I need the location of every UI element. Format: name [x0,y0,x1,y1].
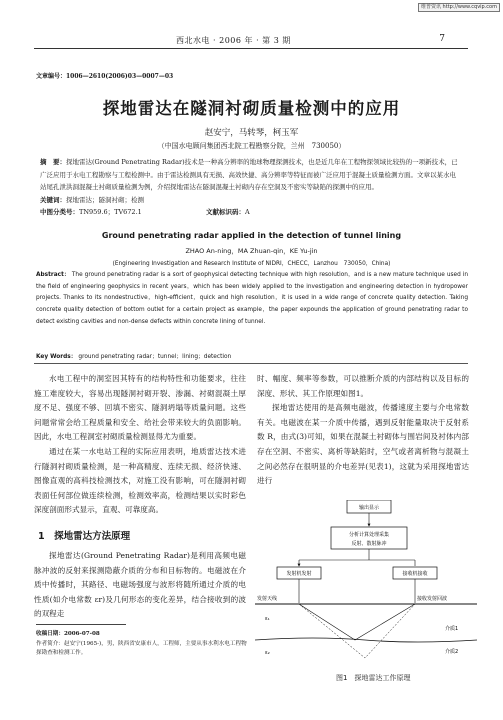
clc-label: 中图分类号： [40,208,79,217]
english-abstract-label: Abstract： [36,272,70,278]
affiliation: （中国水电顾问集团西北院工程勘察分院，兰州 730050） [157,142,346,150]
footnote-author: 作者简介：赵安宁(1965-)，男，陕西省安康市人，工程师，主要从事水利水电工程物探勘查和检测工作。 [36,640,247,656]
keywords-label: 关键词： [40,195,66,204]
doc-code: A [244,208,250,217]
transmitter-box-label: 发射机发射 [286,571,312,577]
english-keywords-row [36,351,231,360]
transmit-antenna-label: 发射天线 [257,596,278,602]
abstract-text: 探地雷达(Ground Penetrating Radar)技术是一种高分辨率的地球物理探测技术，也是近几年在工程物探领域比较热的一项新技术，已广泛应用于水电工程勘察与工程检测中。由于雷达检测具有无损、高效快捷、高分辨率等特征而被广泛应用于混凝土质量检测方面。文章以某水电站尾孔泄洪洞混凝土衬砌质量检测为例，介绍探地雷达在隧洞混凝土衬砌内存在空洞及不密实等缺陷的探测中的应用。 [40,158,458,192]
header-rule [34,48,468,49]
footnote-received: 收稿日期：2006-07-08 [36,631,100,637]
article-title: 探地雷达在隧洞衬砌质量检测中的应用 [102,99,401,118]
epsilon-1-label: ε₁ [265,616,270,622]
medium-1-label: 介质1 [445,626,459,632]
abstract-rule [34,363,468,364]
doc-code-label: 文献标识码： [205,208,245,217]
footnote-rule [36,624,126,625]
receiver-box-label: 接收机接收 [402,571,428,577]
english-affiliation: (Engineering Investigation and Research Institute of NIDRI，CHECC，Lanzhou 730050，China) [112,261,391,267]
paragraph: 水电工程中的洞室因其特有的结构特性和功能要求，往往施工难度较大，容易出现隧洞衬砌开裂、渗漏、衬砌混凝土厚度不足、强度不够、回填不密实、隧洞坍塌等质量问题。这些问题常常会给工程质量和安全、给社会带来较大的负面影响。因此，水电工程洞室衬砌质量检测显得尤为重要。 [34,374,246,442]
keywords: 探地雷达；隧洞衬砌；检测 [66,195,144,204]
left-column-principle [34,549,246,622]
keywords-row [40,194,460,207]
page-number: 7 [439,34,445,44]
analysis-box-label: 分析计算处理采集 [348,532,390,538]
right-column [257,372,469,489]
interface-line [255,638,477,642]
paragraph: 时、幅度、频率等参数，可以推断介质的内部结构以及目标的深度、形状、其工作原理如图1。 [257,374,469,398]
abstract-label: 摘 要： [40,158,66,166]
medium-2-label: 介质2 [445,649,459,655]
english-keywords: ground penetrating radar；tunnel；lining；detection [78,354,232,360]
classification-row [40,206,460,219]
chinese-abstract [40,156,460,219]
left-column-intro [34,372,246,518]
clc-code: TN959.6；TV672.1 [79,208,142,217]
output-box-label: 输出显示 [358,505,380,511]
receive-antenna-label: 接收发射回波 [417,596,448,602]
paragraph: 探地雷达使用的是高频电磁波，传播速度主要与介电常数有关。电磁波在某一介质中传播，遇到反射能量取决于反射系数 R，由式(3)可知，如果在混凝土衬砌体与围岩间及衬体内部存在空洞、不密实、离析等缺陷时，空气或者离析物与混凝土之间必然存在很明显的介电差异(见表1)，这就为采用探地雷达进行 [257,403,469,486]
source-stamp: 维普资讯 http://www.cqvip.com [418,3,500,12]
analysis-box-sublabel: 反射、散射脉冲 [351,541,387,547]
epsilon-2-label: ε₂ [265,650,270,656]
article-number: 文章编号：1006—2610(2006)03—0007—03 [36,73,174,80]
figure-caption: 图1 探地雷达工作原理 [336,674,411,682]
ray-path-deep [299,604,415,658]
paragraph: 通过在某一水电站工程的实际应用表明，地质雷达技术进行隧洞衬砌质量检测，是一种高精度、连续无损、经济快速、图像直观的高科技检测技术，对施工没有影响，可在隧洞衬砌表面任何部位做连续检测，检测效率高，检测结果以实时彩色深度剖面形式显示，直观、可靠度高。 [34,446,246,515]
english-authors: ZHAO An-ning，MA Zhuan-qin，KE Yu-jin [185,247,318,255]
ray-path [299,604,415,640]
english-abstract-text: The ground penetrating radar is a sort of geophysical detecting technique with high resolution，and is a new mature technique used in the field of engineering geophysics in recent years，which has been widely applied to the investigation and engineering detection in hydropower projects. Thanks to its nondestructive，high-efficient，quick and high resolution，it is used in a wide range of concrete quality detection. Taking concrete quality detection of bottom outlet for a certain project as example，the paper expounds the application of ground penetrating radar to detect existing cavities and non-dense defects within concrete lining of tunnel. [36,272,469,325]
authors: 赵安宁，马转琴，柯玉军 [204,128,299,138]
section-heading: 1 探地雷达方法原理 [38,531,131,542]
abstract-block [40,156,460,194]
footnotes [36,630,248,659]
paragraph: 探地雷达(Ground Penetrating Radar)是利用高频电磁脉冲波的反射来探测隐蔽介质的分布和目标物的。电磁波在介质中传播时，其路径、电磁场强度与波形将随所通过介质的电性质(如介电常数 εr)及几何形态的变化差异，结合接收到的波的双程走 [34,551,246,619]
english-keywords-label: Key Words： [36,354,77,360]
english-abstract [36,270,468,329]
english-title: Ground penetrating radar applied in the detection of tunnel lining [101,231,402,240]
running-head: 西北水电 · 2006 年 · 第 3 期 [176,36,291,45]
gpr-principle-figure [255,500,477,670]
